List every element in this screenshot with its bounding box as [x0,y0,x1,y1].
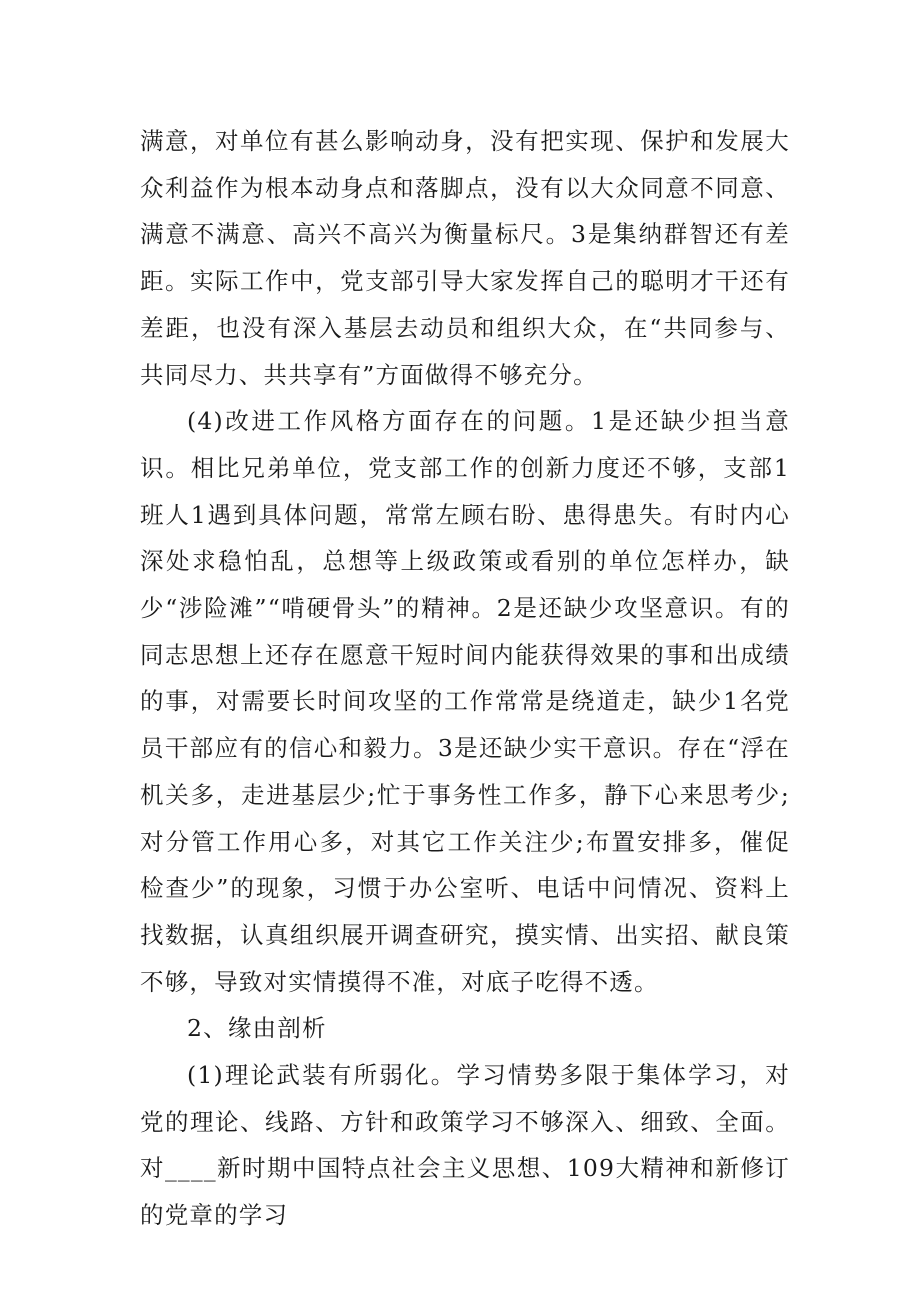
paragraph-satisfaction-continued: 满意，对单位有甚么影响动身，没有把实现、保护和发展大众利益作为根本动身点和落脚点，没有以大众同意不同意、满意不满意、高兴不高兴为衡量标尺。3是集纳群智还有差距。实际工作中，党支部引导大家发挥自己的聪明才干还有差距，也没有深入基层去动员和组织大众，在“共同参与、共同尽力、共共享有”方面做得不够充分。 [140,127,790,389]
document-body [140,118,790,1239]
section-heading-cause-analysis: 2、缘由剖析 [187,1014,327,1043]
paragraph-work-style-problems: (4)改进工作风格方面存在的问题。1是还缺少担当意识。相比兄弟单位，党支部工作的创新力度还不够，支部1班人1遇到具体问题，常常左顾右盼、患得患失。有时内心深处求稳怕乱，总想等上级政策或看别的单位怎样办，缺少“涉险滩”“啃硬骨头”的精神。2是还缺少攻坚意识。有的同志思想上还存在愿意干短时间内能获得效果的事和出成绩的事，对需要长时间攻坚的工作常常是绕道走，缺少1名党员干部应有的信心和毅力。3是还缺少实干意识。存在“浮在机关多，走进基层少;忙于事务性工作多，静下心来思考少;对分管工作用心多，对其它工作关注少;布置安排多，催促检查少”的现象，习惯于办公室听、电话中问情况、资料上找数据，认真组织展开调查研究，摸实情、出实招、献良策不够，导致对实情摸得不准，对底子吃得不透。 [140,407,790,996]
paragraph-theory-weakened: (1)理论武装有所弱化。学习情势多限于集体学习，对党的理论、线路、方针和政策学习不够深入、细致、全面。对____新时期中国特点社会主义思想、109大精神和新修订的党章的学习 [140,1061,790,1230]
